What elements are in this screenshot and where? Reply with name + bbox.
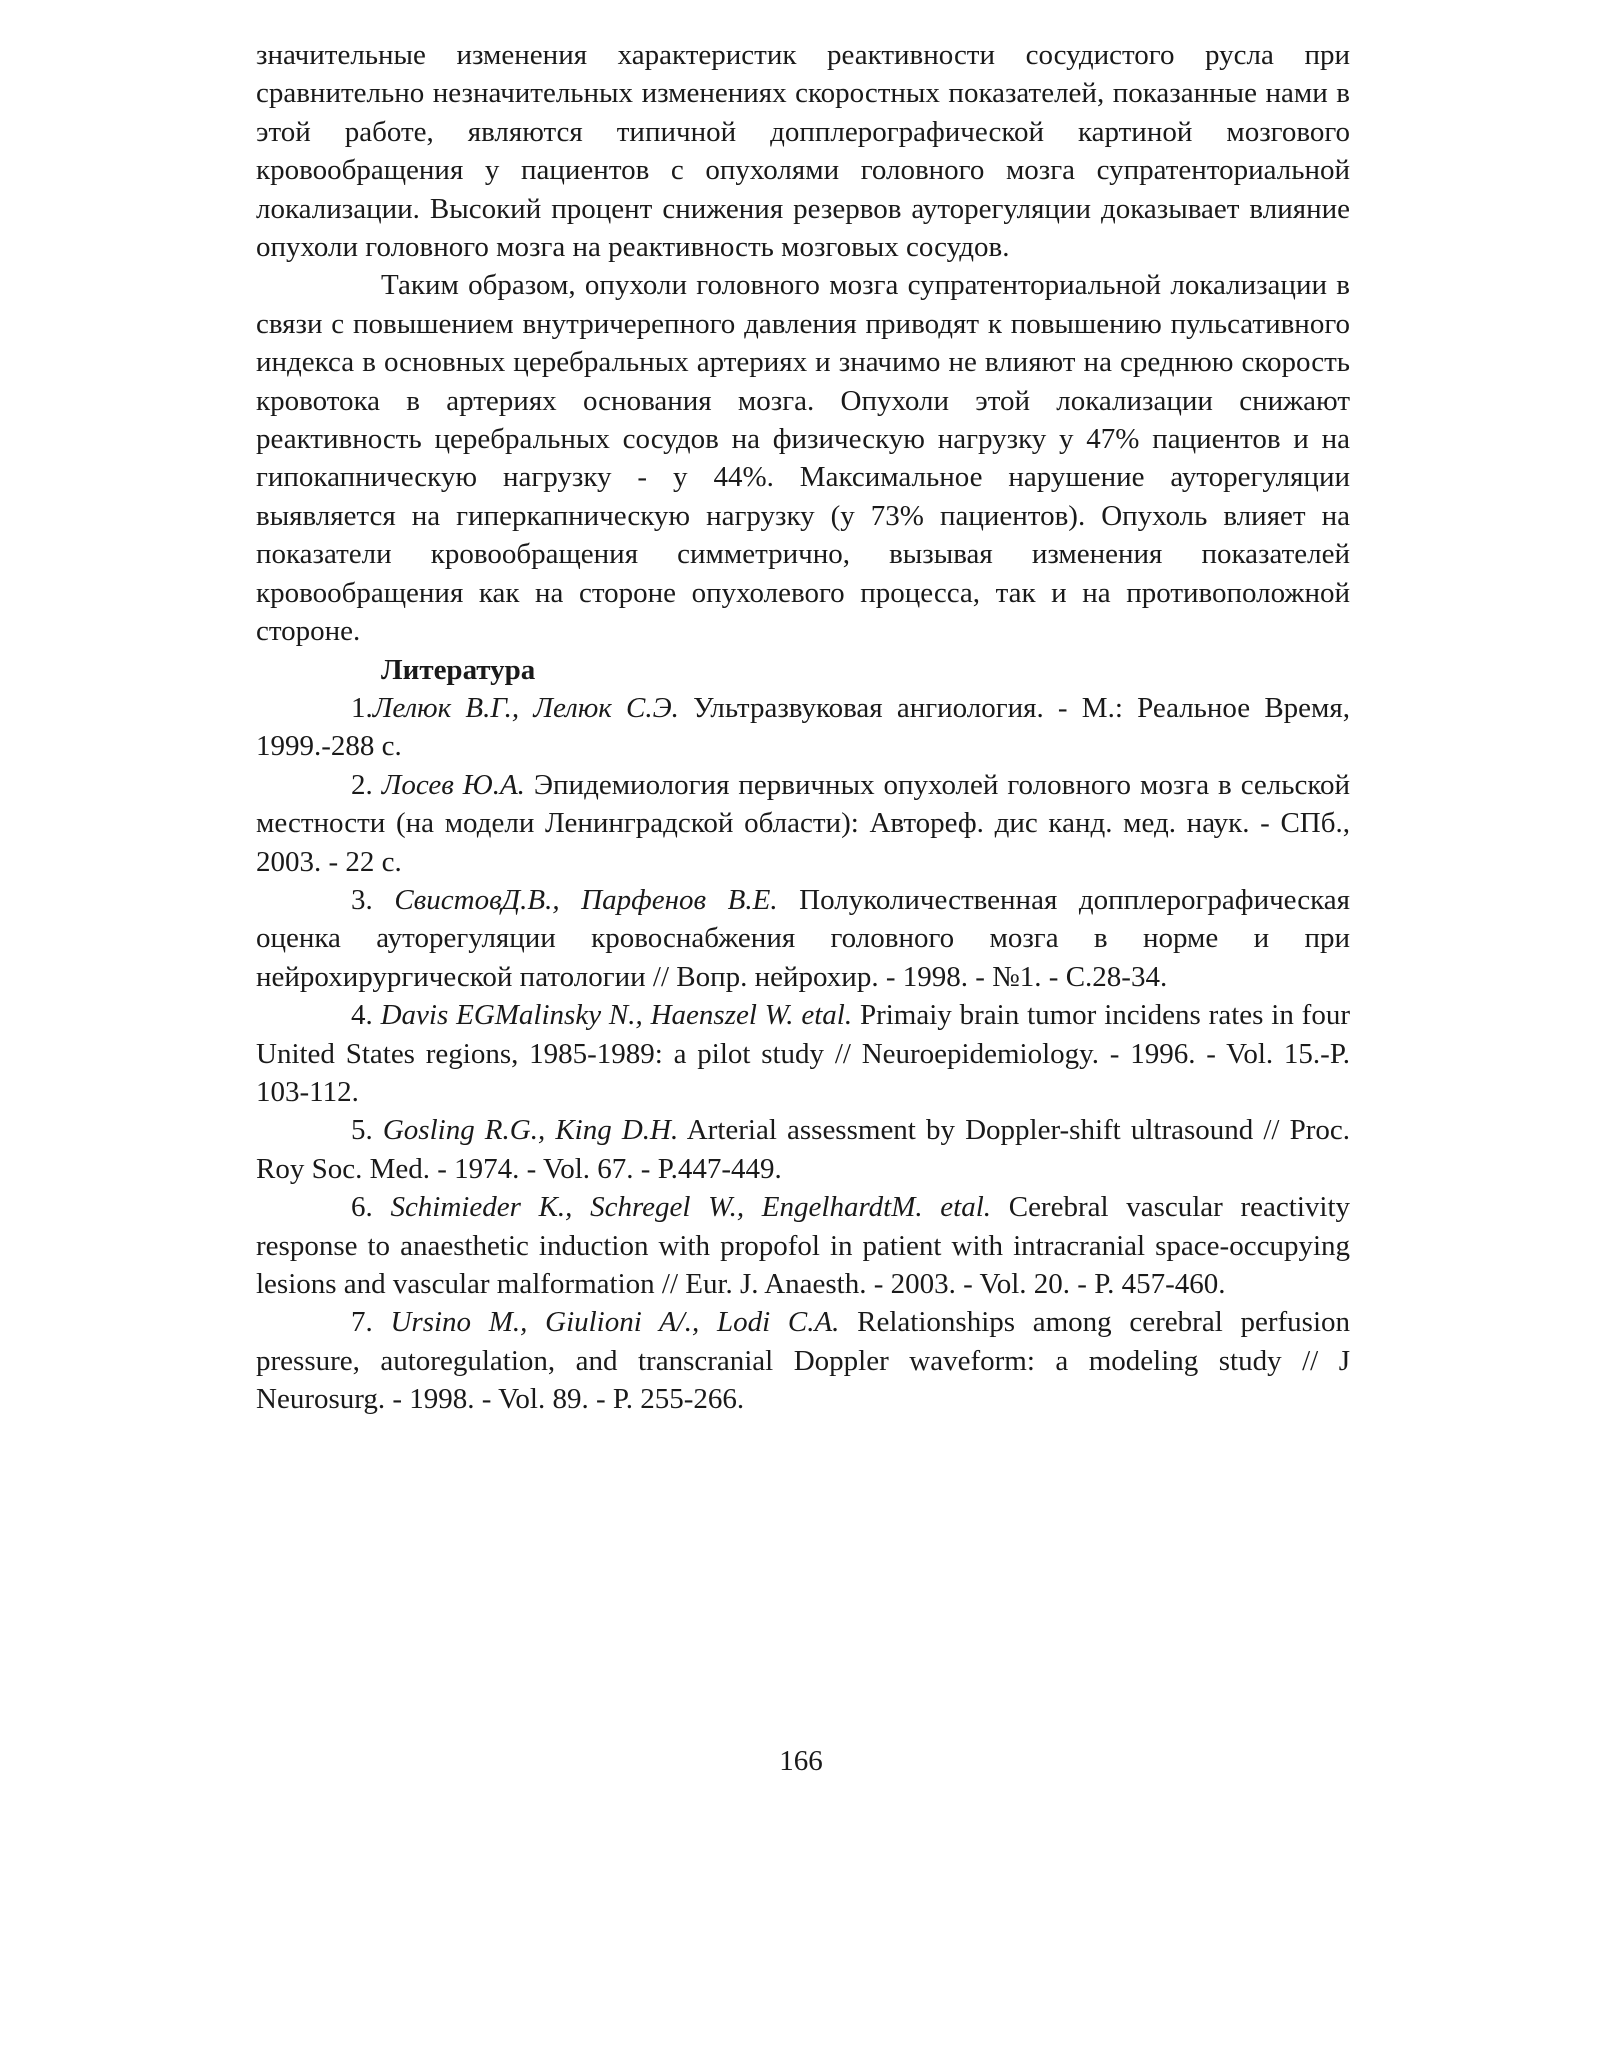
reference-authors: Gosling R.G., King D.H. [382,1114,679,1147]
reference-authors: Schimieder K., Schregel W., EngelhardtM. etal. [390,1191,992,1224]
reference-text: Primaiy brain tumor incidens rates in four United States regions, 1985-1989: a pilot study // Neuroepidemiology. - 1996. - Vol. 15.-P. 103-112. [256,999,1350,1108]
reference-authors: Лосев Ю.А. [381,768,525,801]
reference-number: 7. [351,1306,391,1339]
reference-item [256,766,1350,881]
reference-authors: Ursino M., Giulioni A/., Lodi C.A. [390,1306,840,1339]
page-number: 166 [779,1745,823,1777]
reference-text: Ультразвуковая ангиология. - М.: Реальное Время, 1999.-288 с. [256,691,1350,763]
body-paragraph: значительные изменения характеристик реактивности сосудистого русла при сравнительно незначительных изменениях скоростных показателей, показанные нами в этой работе, являются типичной допплерографической картиной мозгового кровообращения у пациентов с опухолями головного мозга супратенториальной локализации. Высокий процент снижения резервов ауторегуляции доказывает влияние опухоли головного мозга на реактивность мозговых сосудов. [256,39,1350,264]
reference-number: 1. [351,691,373,724]
reference-item [256,1303,1350,1418]
reference-number: 4. [351,999,381,1032]
reference-item [256,1111,1350,1188]
page-body [256,36,1350,1419]
reference-text: Cerebral vascular reactivity response to anaesthetic induction with propofol in patient with intracranial space-occupying lesions and vascular malformation // Eur. J. Anaesth. - 2003. - Vol. 20. - P. 457-460. [256,1191,1351,1300]
reference-item [256,881,1350,996]
reference-text: Эпидемиология первичных опухолей головного мозга в сельской местности (на модели Ленинградской области): Автореф. дис канд. мед. наук. - СПб., 2003. - 22 с. [256,768,1350,878]
reference-number: 6. [351,1191,391,1224]
reference-number: 3. [351,883,395,916]
conclusion-paragraph: Таким образом, опухоли головного мозга супратенториальной локализации в связи с повышением внутричерепного давления приводят к повышению пульсативного индекса в основных церебральных артериях и значимо не влияют на среднюю скорость кровотока в артериях основания мозга. Опухоли этой локализации снижают реактивность церебральных сосудов на физическую нагрузку у 47% пациентов и на гипокапническую нагрузку - у 44%. Максимальное нарушение ауторегуляции выявляется на гиперкапническую нагрузку (у 73% пациентов). Опухоль влияет на показатели кровообращения симметрично, вызывая изменения показателей кровообращения как на стороне опухолевого процесса, так и на противоположной стороне. [256,269,1350,648]
reference-item [256,689,1350,766]
references-list [256,689,1350,1419]
reference-item [256,996,1350,1111]
reference-text: Relationships among cerebral perfusion pressure, autoregulation, and transcranial Doppler waveform: a modeling study // J Neurosurg. - 1998. - Vol. 89. - P. 255-266. [256,1306,1351,1416]
reference-text: Arterial assessment by Doppler-shift ultrasound // Proc. Roy Soc. Med. - 1974. - Vol. 67. - P.447-449. [256,1114,1351,1185]
reference-authors: СвистовД.В., Парфенов В.Е. [394,883,778,916]
references-heading: Литература [381,653,536,686]
reference-authors: Лелюк В.Г., Лелюк С.Э. [372,691,679,724]
reference-number: 2. [351,768,382,801]
reference-authors: Davis EGMalinsky N., Haenszel W. etal. [380,999,853,1032]
reference-item [256,1188,1350,1303]
reference-number: 5. [351,1114,383,1147]
reference-text: Полуколичественная допплерографическая оценка ауторегуляции кровоснабжения головного мозга в норме и при нейрохирургической патологии // Вопр. нейрохир. - 1998. - №1. - С.28-34. [256,883,1351,993]
